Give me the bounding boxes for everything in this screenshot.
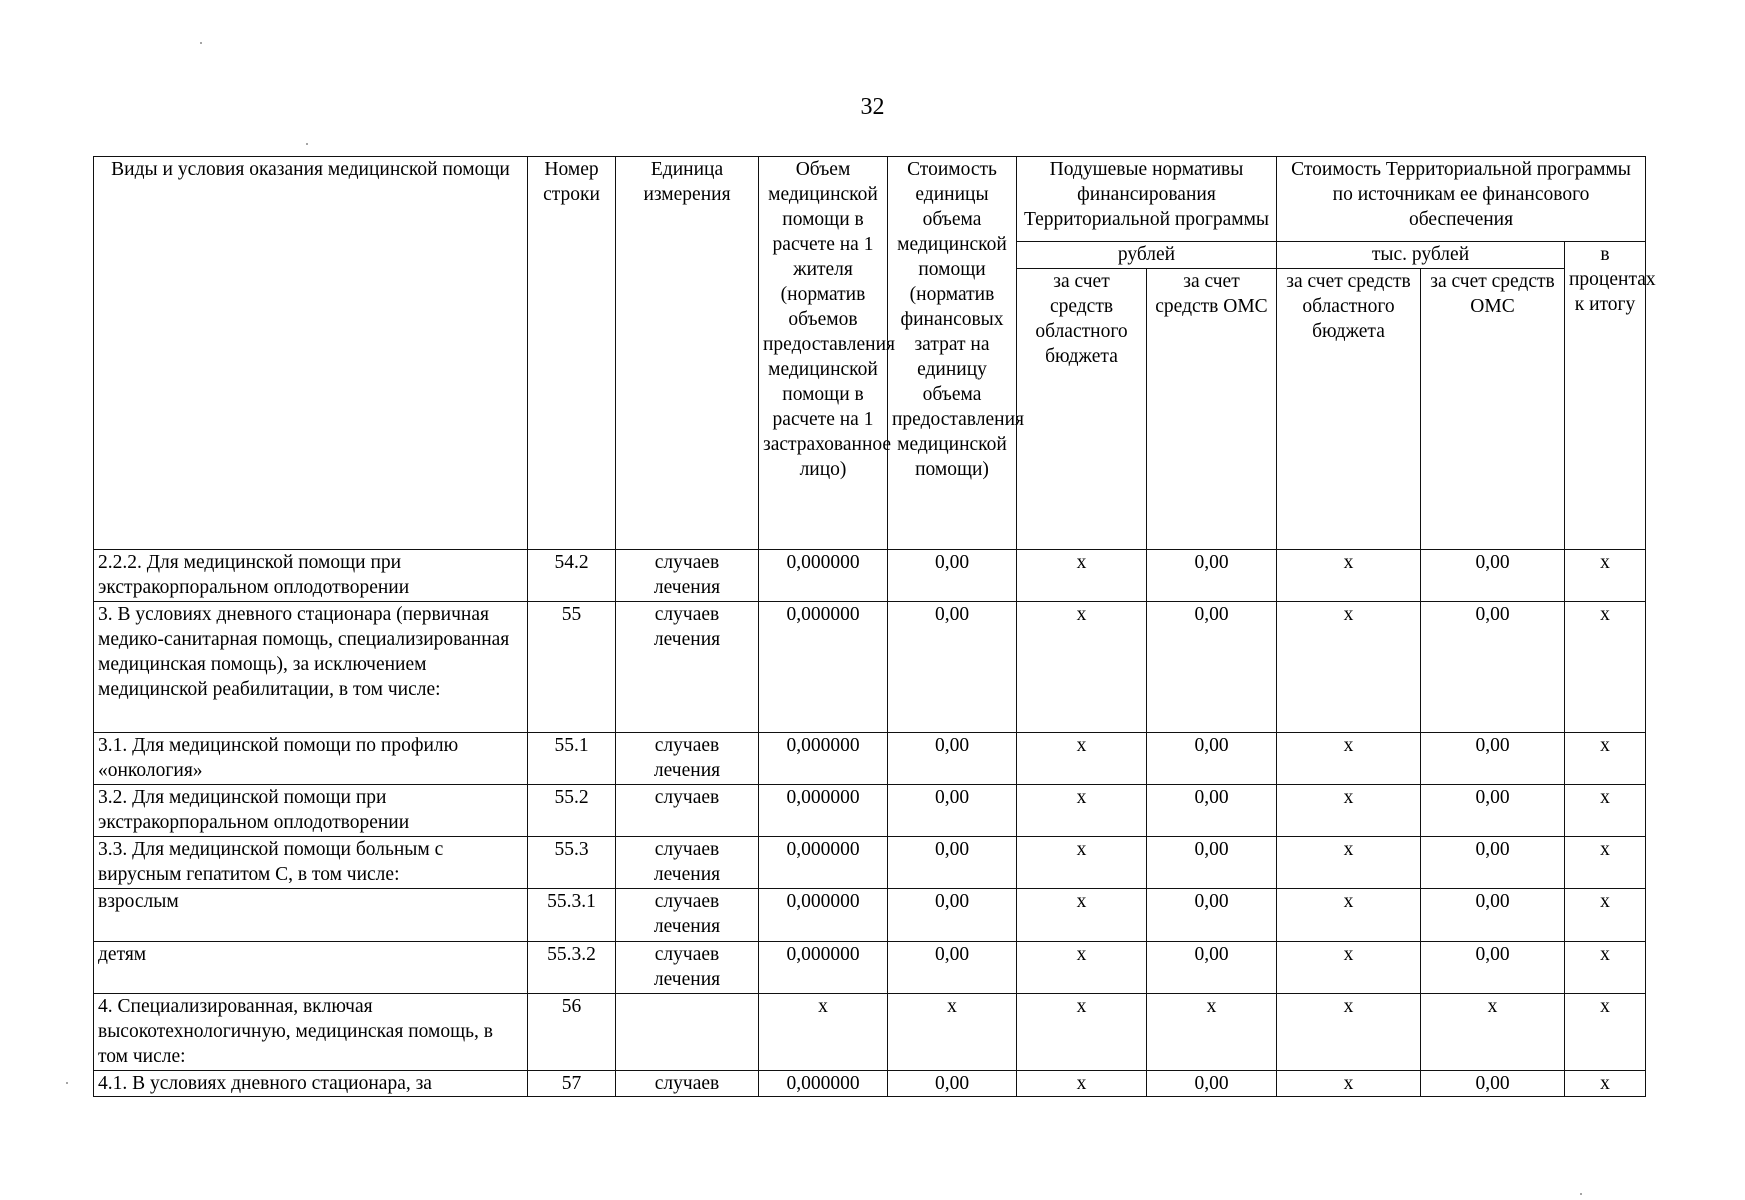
row-total-oms: 0,00 xyxy=(1421,837,1565,889)
row-name: 3. В условиях дневного стационара (первичная медико-санитарная помощь, специализированная медицинская помощь), за исключением медицинской реабилитации, в том числе: xyxy=(94,602,528,733)
row-number: 55 xyxy=(528,602,616,733)
row-total-budget: х xyxy=(1277,889,1421,942)
header-per-capita-norms: Подушевые нормативы финансирования Территориальной программы xyxy=(1017,157,1277,242)
row-name: 3.1. Для медицинской помощи по профилю «онкология» xyxy=(94,733,528,785)
row-volume: 0,000000 xyxy=(759,785,888,837)
header-volume: Объем медицинской помощи в расчете на 1 жителя (норматив объемов предоставления медицинской помощи в расчете на 1 застрахованное лицо) xyxy=(759,157,888,550)
header-norm-oms: за счет средств ОМС xyxy=(1147,269,1277,550)
row-percent: х xyxy=(1565,550,1646,602)
table-row xyxy=(94,1071,1646,1097)
header-percent: в процентах к итогу xyxy=(1565,242,1646,550)
row-norm-budget: х xyxy=(1017,785,1147,837)
row-percent: х xyxy=(1565,602,1646,733)
row-total-oms: 0,00 xyxy=(1421,550,1565,602)
row-unit: случаев лечения xyxy=(616,602,759,733)
row-norm-budget: х xyxy=(1017,889,1147,942)
row-name: 4.1. В условиях дневного стационара, за xyxy=(94,1071,528,1097)
header-total-budget: за счет средств областного бюджета xyxy=(1277,269,1421,550)
header-norm-budget: за счет средств областного бюджета xyxy=(1017,269,1147,550)
row-total-oms: 0,00 xyxy=(1421,602,1565,733)
row-volume: 0,000000 xyxy=(759,837,888,889)
row-norm-oms: 0,00 xyxy=(1147,733,1277,785)
row-number: 54.2 xyxy=(528,550,616,602)
row-total-budget: х xyxy=(1277,942,1421,994)
row-cost: 0,00 xyxy=(888,837,1017,889)
row-number: 55.2 xyxy=(528,785,616,837)
row-name: 3.2. Для медицинской помощи при экстракорпоральном оплодотворении xyxy=(94,785,528,837)
row-total-budget: х xyxy=(1277,994,1421,1071)
row-percent: х xyxy=(1565,1071,1646,1097)
row-cost: 0,00 xyxy=(888,733,1017,785)
row-volume: 0,000000 xyxy=(759,1071,888,1097)
row-volume: 0,000000 xyxy=(759,942,888,994)
table-row xyxy=(94,785,1646,837)
row-name: детям xyxy=(94,942,528,994)
row-norm-oms: 0,00 xyxy=(1147,785,1277,837)
row-percent: х xyxy=(1565,837,1646,889)
row-percent: х xyxy=(1565,785,1646,837)
row-volume: 0,000000 xyxy=(759,889,888,942)
row-percent: х xyxy=(1565,994,1646,1071)
row-unit: случаев xyxy=(616,1071,759,1097)
row-percent: х xyxy=(1565,889,1646,942)
row-cost: 0,00 xyxy=(888,602,1017,733)
header-unit: Единица измерения xyxy=(616,157,759,550)
scan-speck xyxy=(306,143,308,145)
row-volume: х xyxy=(759,994,888,1071)
row-norm-budget: х xyxy=(1017,550,1147,602)
row-unit: случаев лечения xyxy=(616,733,759,785)
row-total-budget: х xyxy=(1277,602,1421,733)
row-norm-budget: х xyxy=(1017,942,1147,994)
row-percent: х xyxy=(1565,733,1646,785)
row-total-oms: 0,00 xyxy=(1421,1071,1565,1097)
table-row xyxy=(94,942,1646,994)
row-volume: 0,000000 xyxy=(759,733,888,785)
row-unit: случаев лечения xyxy=(616,550,759,602)
scan-speck xyxy=(200,42,202,44)
row-total-budget: х xyxy=(1277,837,1421,889)
page-number: 32 xyxy=(860,94,885,120)
row-number: 55.1 xyxy=(528,733,616,785)
row-cost: 0,00 xyxy=(888,942,1017,994)
header-total-oms: за счет средств ОМС xyxy=(1421,269,1565,550)
row-unit: случаев лечения xyxy=(616,837,759,889)
row-total-oms: 0,00 xyxy=(1421,942,1565,994)
header-cost-unit: тыс. рублей xyxy=(1277,242,1565,269)
row-percent: х xyxy=(1565,942,1646,994)
row-cost: 0,00 xyxy=(888,889,1017,942)
row-norm-budget: х xyxy=(1017,994,1147,1071)
row-number: 57 xyxy=(528,1071,616,1097)
row-unit: случаев xyxy=(616,785,759,837)
table-row xyxy=(94,994,1646,1071)
table-row xyxy=(94,837,1646,889)
table-row xyxy=(94,733,1646,785)
row-total-oms: 0,00 xyxy=(1421,785,1565,837)
row-name: 3.3. Для медицинской помощи больным с вирусным гепатитом С, в том числе: xyxy=(94,837,528,889)
row-cost: 0,00 xyxy=(888,1071,1017,1097)
row-norm-oms: 0,00 xyxy=(1147,602,1277,733)
row-total-budget: х xyxy=(1277,1071,1421,1097)
header-unit-cost: Стоимость единицы объема медицинской помощи (норматив финансовых затрат на единицу объема предоставления медицинской помощи) xyxy=(888,157,1017,550)
row-volume: 0,000000 xyxy=(759,602,888,733)
row-total-budget: х xyxy=(1277,733,1421,785)
row-norm-budget: х xyxy=(1017,733,1147,785)
scan-speck xyxy=(1580,1193,1582,1195)
row-total-oms: 0,00 xyxy=(1421,733,1565,785)
header-norms-unit: рублей xyxy=(1017,242,1277,269)
row-unit: случаев лечения xyxy=(616,889,759,942)
row-norm-budget: х xyxy=(1017,1071,1147,1097)
scan-speck xyxy=(66,1082,68,1084)
table-row xyxy=(94,602,1646,733)
row-norm-oms: х xyxy=(1147,994,1277,1071)
row-cost: х xyxy=(888,994,1017,1071)
row-unit: случаев лечения xyxy=(616,942,759,994)
table-row xyxy=(94,550,1646,602)
row-norm-oms: 0,00 xyxy=(1147,837,1277,889)
row-number: 55.3.2 xyxy=(528,942,616,994)
table-row xyxy=(94,889,1646,942)
row-cost: 0,00 xyxy=(888,785,1017,837)
row-unit xyxy=(616,994,759,1071)
row-name: 4. Специализированная, включая высокотехнологичную, медицинская помощь, в том числе: xyxy=(94,994,528,1071)
header-type: Виды и условия оказания медицинской помощи xyxy=(94,157,528,550)
row-name: взрослым xyxy=(94,889,528,942)
row-volume: 0,000000 xyxy=(759,550,888,602)
row-total-oms: х xyxy=(1421,994,1565,1071)
header-row-number: Номер строки xyxy=(528,157,616,550)
row-total-budget: х xyxy=(1277,785,1421,837)
financing-table xyxy=(93,156,1656,1097)
row-name: 2.2.2. Для медицинской помощи при экстракорпоральном оплодотворении xyxy=(94,550,528,602)
row-norm-budget: х xyxy=(1017,837,1147,889)
row-total-budget: х xyxy=(1277,550,1421,602)
row-number: 55.3 xyxy=(528,837,616,889)
row-total-oms: 0,00 xyxy=(1421,889,1565,942)
row-norm-budget: х xyxy=(1017,602,1147,733)
row-norm-oms: 0,00 xyxy=(1147,889,1277,942)
row-norm-oms: 0,00 xyxy=(1147,550,1277,602)
header-program-cost: Стоимость Территориальной программы по источникам ее финансового обеспечения xyxy=(1277,157,1646,242)
row-number: 55.3.1 xyxy=(528,889,616,942)
row-norm-oms: 0,00 xyxy=(1147,942,1277,994)
row-cost: 0,00 xyxy=(888,550,1017,602)
row-norm-oms: 0,00 xyxy=(1147,1071,1277,1097)
row-number: 56 xyxy=(528,994,616,1071)
